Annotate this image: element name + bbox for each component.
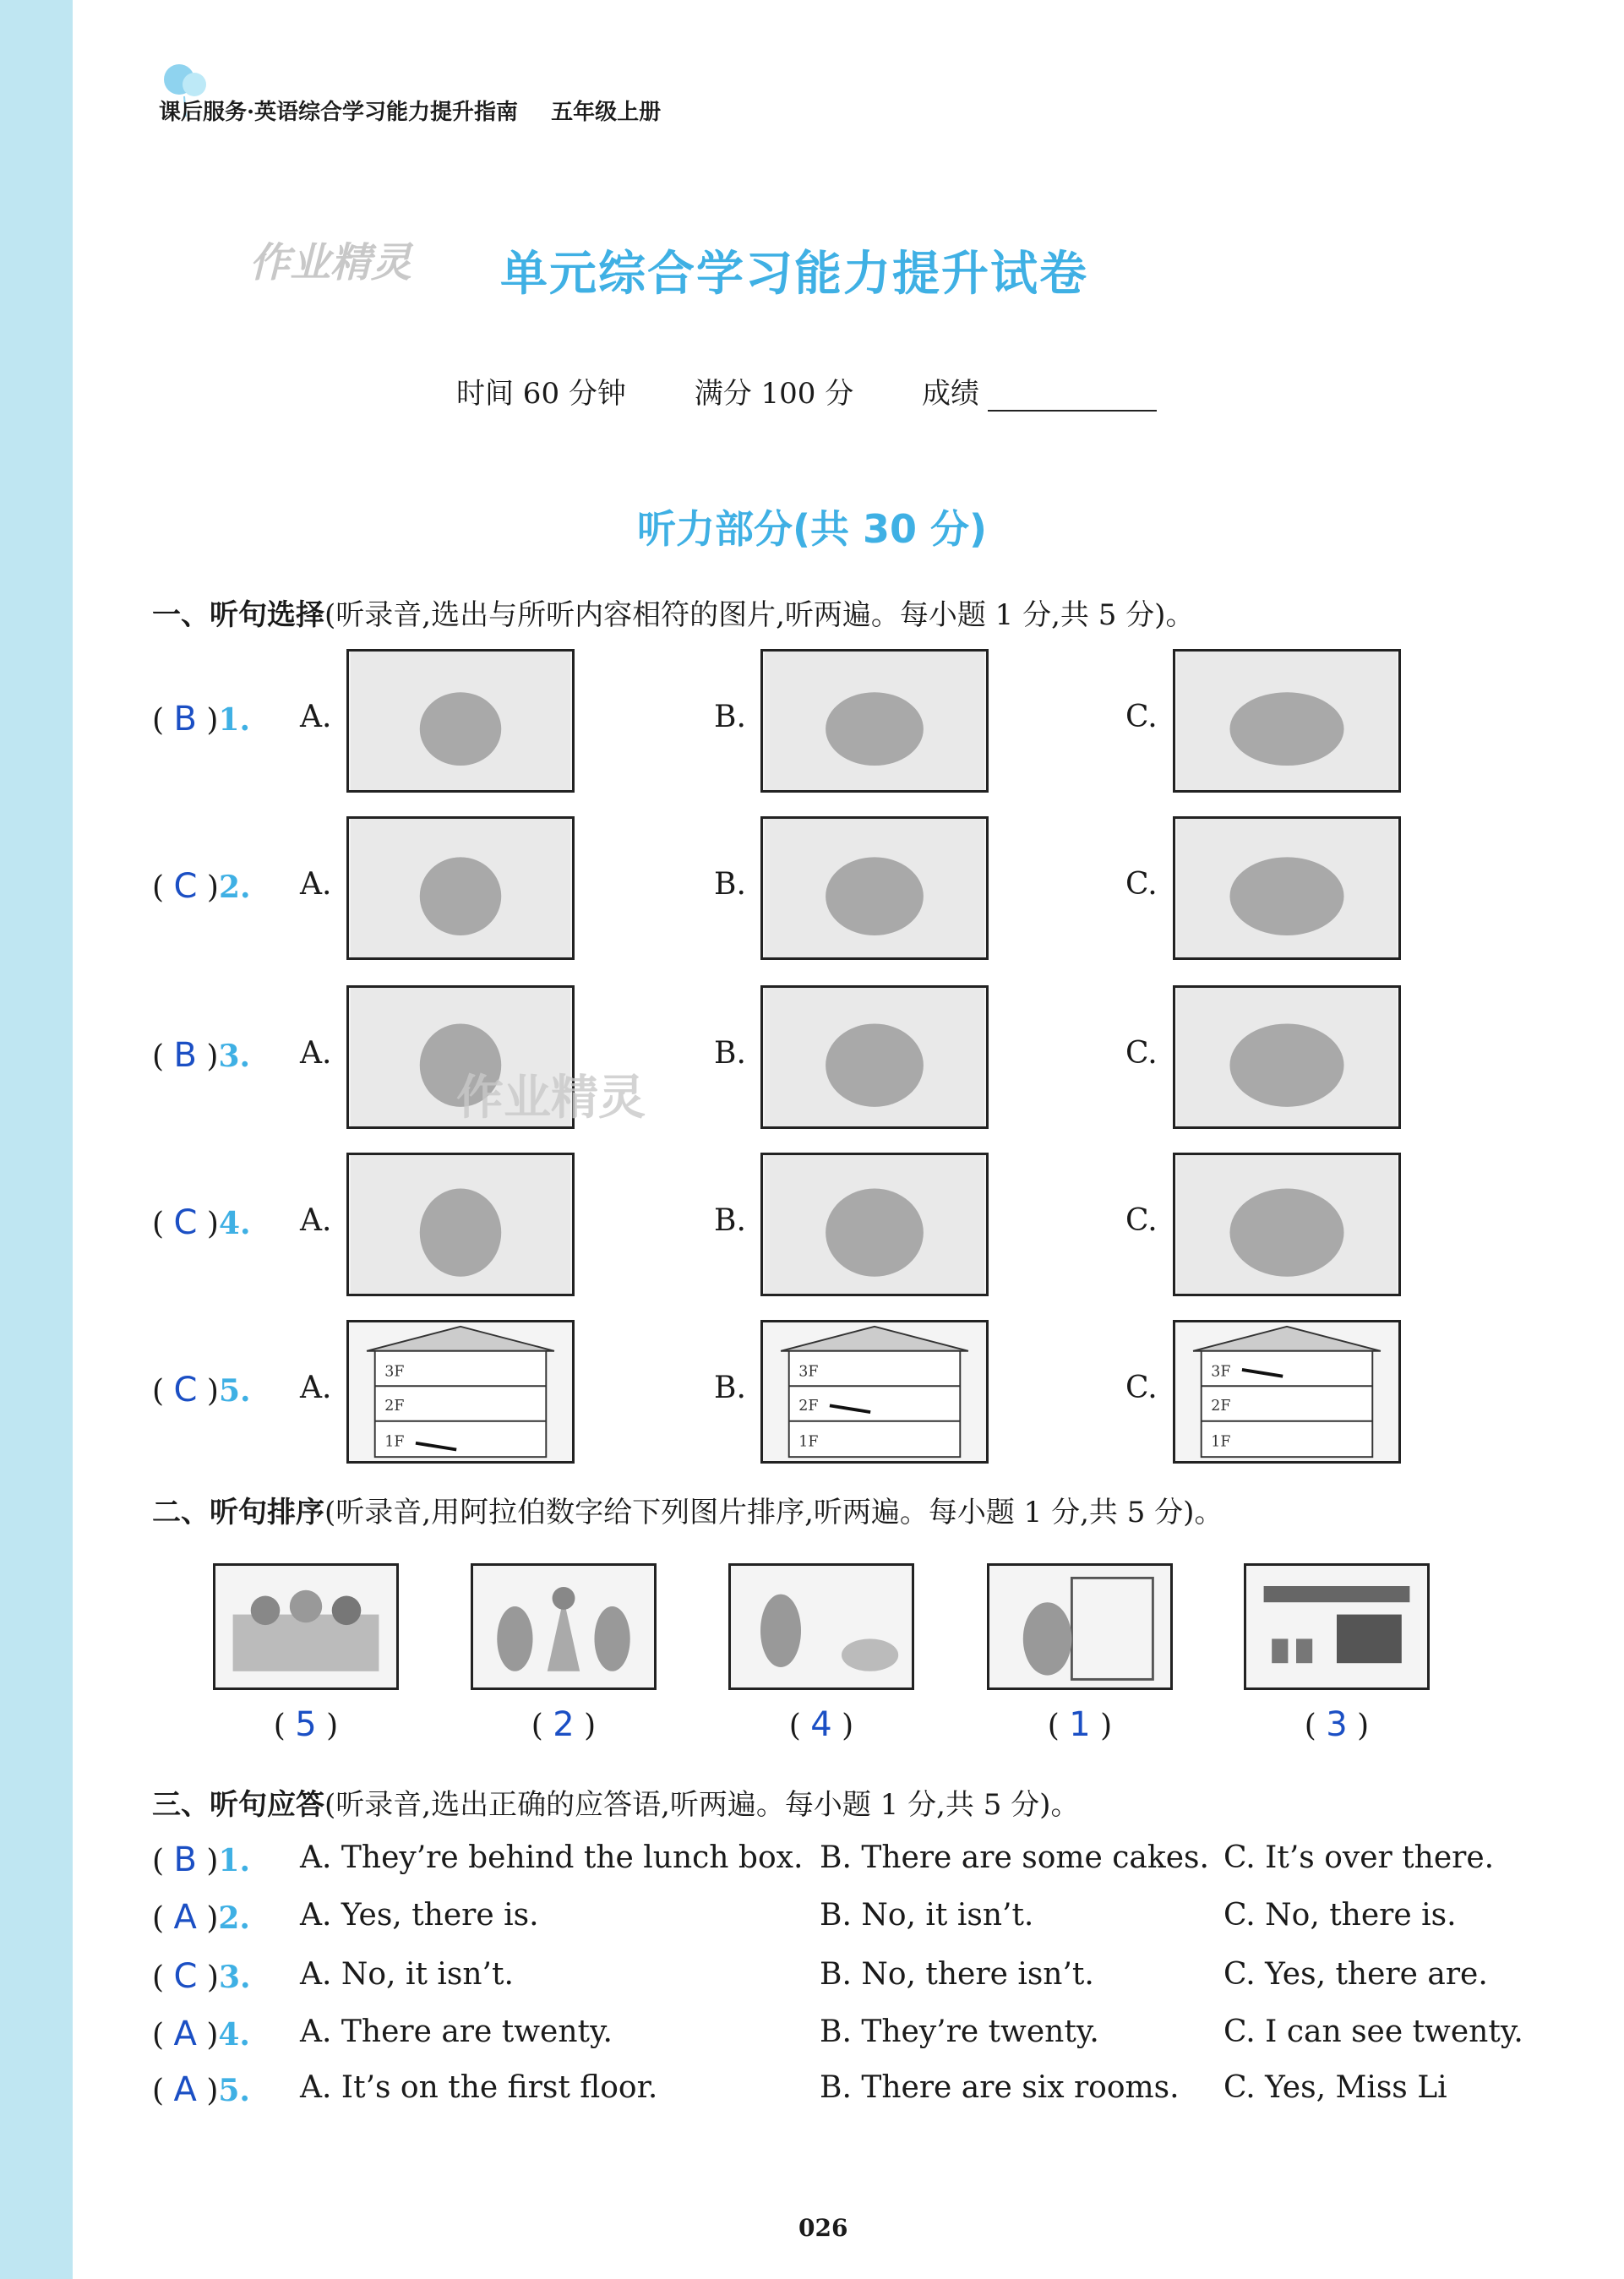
cat-swing-icon[interactable] bbox=[1173, 985, 1401, 1129]
sequence-picture-cat-fridge bbox=[987, 1563, 1173, 1690]
building-1f-icon[interactable] bbox=[346, 1320, 575, 1464]
option-a-label: A. bbox=[300, 1203, 332, 1238]
exam-meta bbox=[456, 370, 1157, 412]
logo-label: 作业精灵 bbox=[249, 239, 412, 286]
sequence-answer-2[interactable]: ( 2 ) bbox=[531, 1705, 597, 1744]
page-header bbox=[159, 95, 661, 126]
section1-question-1 bbox=[152, 649, 1470, 793]
answer-bracket[interactable]: ( C )4. bbox=[152, 1203, 251, 1242]
svg-text:1F: 1F bbox=[384, 1433, 405, 1451]
section3-question-3 bbox=[152, 1957, 1546, 1999]
option-b-label: B. bbox=[714, 1036, 746, 1071]
option-b-text: B. No, it isn’t. bbox=[820, 1898, 1034, 1933]
answer-bracket[interactable]: ( A )2. bbox=[152, 1898, 250, 1937]
question-number: 5. bbox=[218, 2073, 250, 2108]
building-2f-icon[interactable] bbox=[760, 1320, 989, 1464]
svg-text:2F: 2F bbox=[798, 1398, 819, 1415]
sequence-number: 2 bbox=[553, 1705, 575, 1744]
option-a-label: A. bbox=[300, 1036, 332, 1071]
beer-mug-icon[interactable] bbox=[1173, 649, 1401, 793]
option-c-text: C. Yes, Miss Li bbox=[1223, 2070, 1447, 2105]
option-b-label: B. bbox=[714, 1371, 746, 1405]
mice-sofa-icon[interactable] bbox=[760, 1153, 989, 1296]
answer-letter: C bbox=[173, 1957, 198, 1996]
question-number: 3. bbox=[218, 1960, 251, 1995]
score-blank[interactable] bbox=[988, 381, 1157, 412]
option-c-text: C. I can see twenty. bbox=[1223, 2015, 1523, 2049]
ping-pong-table-icon[interactable] bbox=[346, 816, 575, 960]
option-c-label: C. bbox=[1125, 1203, 1158, 1238]
library-icon[interactable] bbox=[760, 816, 989, 960]
sequence-picture-toy-box bbox=[213, 1563, 399, 1690]
section1-question-2 bbox=[152, 816, 1470, 960]
svg-text:1F: 1F bbox=[798, 1433, 819, 1451]
question-number: 2. bbox=[218, 870, 251, 905]
answer-letter: C bbox=[173, 1371, 198, 1409]
svg-text:2F: 2F bbox=[1211, 1398, 1231, 1415]
option-b-label: B. bbox=[714, 700, 746, 734]
answer-letter: A bbox=[173, 2015, 197, 2053]
answer-bracket[interactable]: ( C )3. bbox=[152, 1957, 251, 1996]
svg-text:3F: 3F bbox=[384, 1363, 405, 1381]
option-c-label: C. bbox=[1125, 1036, 1158, 1071]
header-grade: 五年级上册 bbox=[551, 100, 662, 125]
sequence-picture-boy-dog bbox=[728, 1563, 914, 1690]
option-c-text: C. It’s over there. bbox=[1223, 1840, 1495, 1875]
section2-desc: (听录音,用阿拉伯数字给下列图片排序,听两遍。每小题 1 分,共 5 分)。 bbox=[324, 1496, 1223, 1529]
bear-icon[interactable] bbox=[760, 649, 989, 793]
answer-letter: C bbox=[173, 1203, 198, 1242]
answer-bracket[interactable]: ( A )4. bbox=[152, 2015, 250, 2053]
swing-set-icon[interactable] bbox=[1173, 1153, 1401, 1296]
pear-icon[interactable] bbox=[346, 649, 575, 793]
option-c-label: C. bbox=[1125, 1371, 1158, 1405]
mouse-slide-icon[interactable] bbox=[760, 985, 989, 1129]
answer-bracket[interactable]: ( A )5. bbox=[152, 2070, 250, 2109]
option-b-text: B. There are six rooms. bbox=[820, 2070, 1180, 2105]
section3-question-1 bbox=[152, 1840, 1546, 1883]
option-c-label: C. bbox=[1125, 867, 1158, 902]
section1-heading bbox=[152, 592, 1194, 633]
question-number: 1. bbox=[218, 1843, 251, 1878]
svg-text:2F: 2F bbox=[384, 1398, 405, 1415]
playground-icon[interactable] bbox=[1173, 816, 1401, 960]
sequence-answer-3[interactable]: ( 4 ) bbox=[788, 1705, 854, 1744]
section3-question-2 bbox=[152, 1898, 1546, 1940]
exam-title: 单元综合学习能力提升试卷 bbox=[500, 247, 1088, 302]
part-title: 听力部分(共 30 分) bbox=[636, 506, 988, 552]
answer-letter: C bbox=[173, 867, 198, 906]
answer-letter: B bbox=[173, 1840, 197, 1879]
answer-bracket[interactable]: ( C )5. bbox=[152, 1371, 251, 1409]
svg-text:1F: 1F bbox=[1211, 1433, 1231, 1451]
question-number: 3. bbox=[218, 1039, 251, 1074]
score-label: 成绩 bbox=[922, 377, 980, 411]
sequence-picture-bears-girl bbox=[471, 1563, 657, 1690]
answer-letter: B bbox=[173, 1036, 197, 1075]
section1-desc: (听录音,选出与所听内容相符的图片,听两遍。每小题 1 分,共 5 分)。 bbox=[324, 598, 1195, 632]
option-a-text: A. Yes, there is. bbox=[300, 1898, 539, 1933]
seesaw-icon[interactable] bbox=[346, 1153, 575, 1296]
question-number: 4. bbox=[218, 2017, 250, 2053]
section3-desc: (听录音,选出正确的应答语,听两遍。每小题 1 分,共 5 分)。 bbox=[324, 1788, 1080, 1822]
full-score: 满分 100 分 bbox=[694, 377, 854, 411]
section1-question-5 bbox=[152, 1320, 1470, 1464]
option-b-label: B. bbox=[714, 1203, 746, 1238]
question-number: 4. bbox=[218, 1206, 251, 1241]
option-a-text: A. They’re behind the lunch box. bbox=[300, 1840, 804, 1875]
option-a-label: A. bbox=[300, 700, 332, 734]
answer-bracket[interactable]: ( B )1. bbox=[152, 1840, 251, 1879]
sequence-number: 5 bbox=[295, 1705, 317, 1744]
sequence-picture-piano-room bbox=[1244, 1563, 1430, 1690]
question-number: 2. bbox=[218, 1900, 250, 1936]
header-series: 课后服务·英语综合学习能力提升指南 bbox=[159, 100, 519, 125]
option-a-text: A. There are twenty. bbox=[300, 2015, 613, 2049]
answer-bracket[interactable]: ( B )3. bbox=[152, 1036, 251, 1075]
section2-title: 二、听句排序 bbox=[152, 1496, 324, 1529]
section3-question-5 bbox=[152, 2070, 1546, 2113]
sequence-number: 4 bbox=[810, 1705, 832, 1744]
sequence-number: 3 bbox=[1326, 1705, 1348, 1744]
question-number: 1. bbox=[218, 702, 251, 738]
section3-heading bbox=[152, 1781, 1079, 1823]
option-a-label: A. bbox=[300, 1371, 332, 1405]
answer-bracket[interactable]: ( B )1. bbox=[152, 700, 251, 739]
answer-bracket[interactable]: ( C )2. bbox=[152, 867, 251, 906]
option-b-text: B. There are some cakes. bbox=[820, 1840, 1209, 1875]
time-limit: 时间 60 分钟 bbox=[456, 377, 626, 411]
sequence-answer-1[interactable]: ( 5 ) bbox=[273, 1705, 339, 1744]
watermark-text: 作业精灵 bbox=[456, 1071, 646, 1126]
question-number: 5. bbox=[218, 1373, 251, 1409]
answer-letter: A bbox=[173, 2070, 197, 2109]
option-b-text: B. They’re twenty. bbox=[820, 2015, 1099, 2049]
option-c-label: C. bbox=[1125, 700, 1158, 734]
option-a-text: A. No, it isn’t. bbox=[300, 1957, 514, 1992]
building-3f-icon[interactable] bbox=[1173, 1320, 1401, 1464]
sequence-answer-5[interactable]: ( 3 ) bbox=[1304, 1705, 1370, 1744]
section1-question-3 bbox=[152, 985, 1470, 1129]
left-wave-border bbox=[59, 0, 83, 2279]
section1-question-4 bbox=[152, 1153, 1470, 1296]
section1-title: 一、听句选择 bbox=[152, 598, 324, 632]
sequence-answer-4[interactable]: ( 1 ) bbox=[1047, 1705, 1113, 1744]
svg-text:3F: 3F bbox=[1211, 1363, 1231, 1381]
svg-text:3F: 3F bbox=[798, 1363, 819, 1381]
section2-heading bbox=[152, 1489, 1223, 1530]
logo-text bbox=[249, 230, 411, 288]
page-number: 026 bbox=[798, 2214, 848, 2242]
option-c-text: C. Yes, there are. bbox=[1223, 1957, 1488, 1992]
answer-letter: A bbox=[173, 1898, 197, 1937]
option-a-label: A. bbox=[300, 867, 332, 902]
option-b-label: B. bbox=[714, 867, 746, 902]
option-c-text: C. No, there is. bbox=[1223, 1898, 1457, 1933]
option-a-text: A. It’s on the first floor. bbox=[300, 2070, 658, 2105]
sequence-number: 1 bbox=[1069, 1705, 1091, 1744]
section3-question-4 bbox=[152, 2015, 1546, 2057]
answer-letter: B bbox=[173, 700, 197, 739]
section3-title: 三、听句应答 bbox=[152, 1788, 324, 1822]
option-b-text: B. No, there isn’t. bbox=[820, 1957, 1094, 1992]
